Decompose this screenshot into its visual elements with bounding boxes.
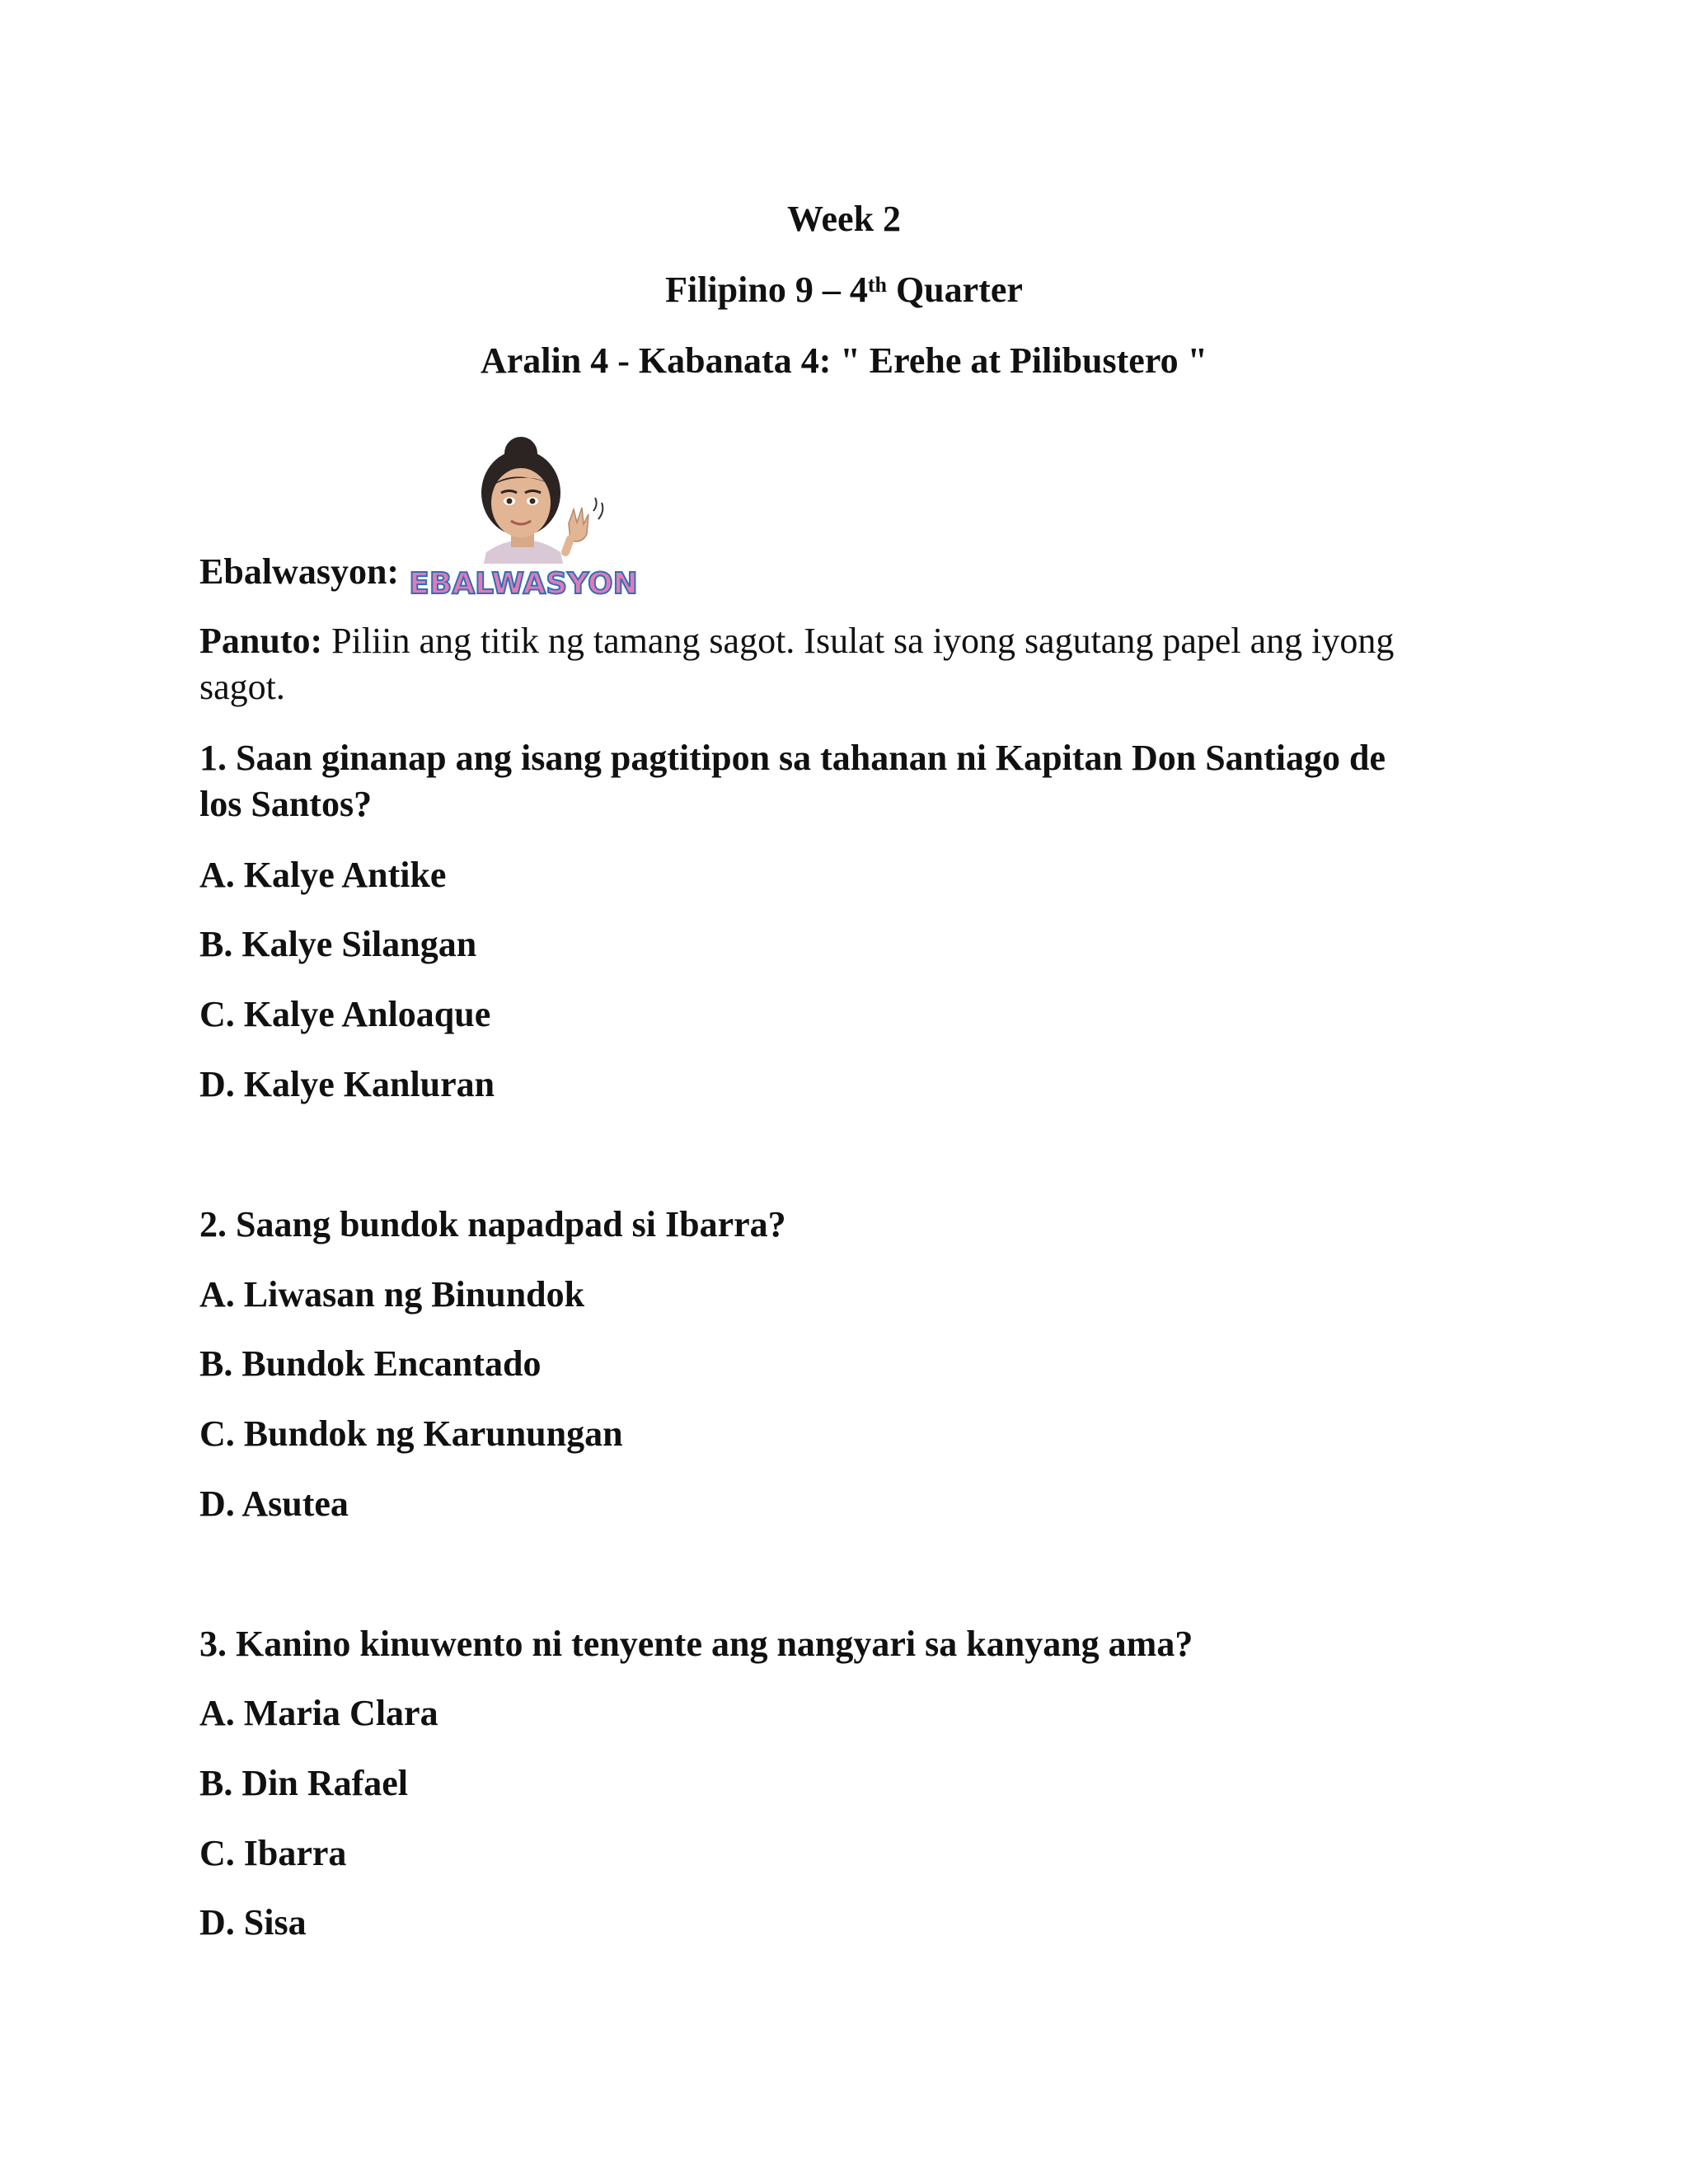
subject-superscript: th bbox=[867, 273, 887, 297]
question-2-choice-a: A. Liwasan ng Binundok bbox=[199, 1274, 585, 1315]
question-2-choice-d: D. Asutea bbox=[199, 1483, 349, 1524]
question-2-choice-b: B. Bundok Encantado bbox=[199, 1343, 542, 1384]
week-heading: Week 2 bbox=[786, 199, 902, 239]
bitmoji-sticker-image bbox=[409, 429, 638, 602]
question-2-line-1: 2. Saang bundok napadpad si Ibarra? bbox=[199, 1204, 786, 1244]
instructions-line-2: sagot. bbox=[199, 667, 285, 707]
question-1-choice-c: C. Kalye Anloaque bbox=[199, 994, 491, 1034]
subject-heading bbox=[0, 267, 1688, 313]
subject-suffix: Quarter bbox=[886, 269, 1023, 310]
question-1-choice-b: B. Kalye Silangan bbox=[199, 924, 477, 964]
question-1-choice-a: A. Kalye Antike bbox=[199, 855, 447, 895]
sticker-text: EBALWASYON bbox=[409, 567, 638, 601]
evaluation-label: Ebalwasyon: bbox=[199, 551, 400, 592]
instructions-line-1 bbox=[199, 618, 1493, 664]
question-1-choice-d: D. Kalye Kanluran bbox=[199, 1064, 495, 1104]
question-1-line-2: los Santos? bbox=[199, 784, 373, 824]
question-3-choice-c: C. Ibarra bbox=[199, 1833, 347, 1873]
question-3-choice-d: D. Sisa bbox=[199, 1902, 307, 1943]
question-3-choice-b: B. Din Rafael bbox=[199, 1763, 408, 1803]
question-2-choice-c: C. Bundok ng Karunungan bbox=[199, 1413, 623, 1454]
instructions-text: Piliin ang titik ng tamang sagot. Isulat sa iyong sagutang papel ang iyong bbox=[322, 621, 1395, 661]
subject-prefix: Filipino 9 – 4 bbox=[665, 269, 868, 310]
instructions-label: Panuto: bbox=[199, 621, 323, 661]
question-3-choice-a: A. Maria Clara bbox=[199, 1693, 438, 1733]
question-3-line-1: 3. Kanino kinuwento ni tenyente ang nangyari sa kanyang ama? bbox=[199, 1624, 1193, 1664]
question-1-line-1: 1. Saan ginanap ang isang pagtitipon sa tahanan ni Kapitan Don Santiago de bbox=[199, 738, 1386, 778]
lesson-heading: Aralin 4 - Kabanata 4: " Erehe at Pilibustero " bbox=[481, 340, 1207, 381]
sticker-svg bbox=[409, 429, 638, 602]
